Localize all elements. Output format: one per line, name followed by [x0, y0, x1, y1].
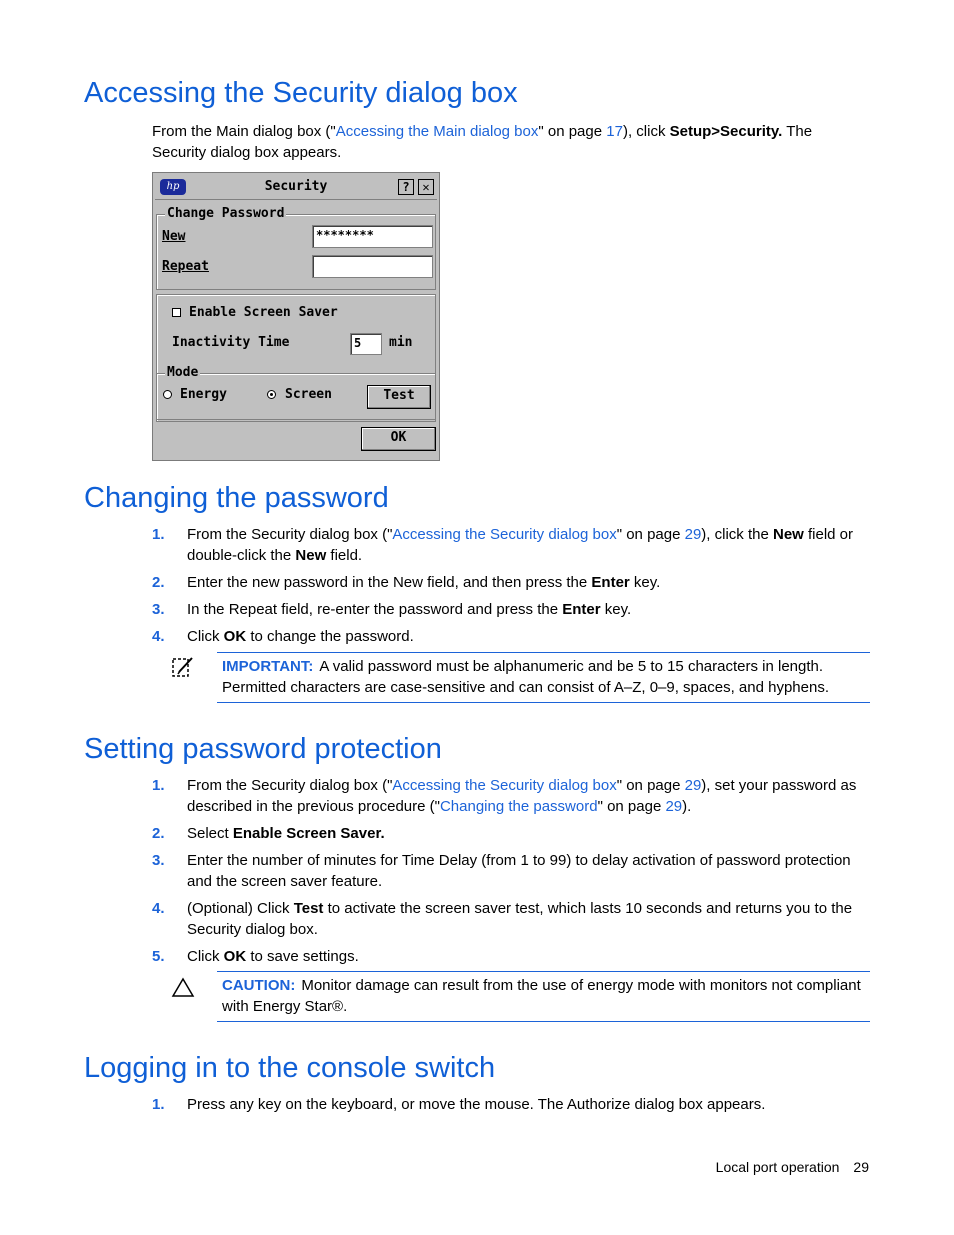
text: From the Main dialog box (" — [152, 123, 336, 140]
hp-logo: hp — [160, 179, 186, 195]
group-title: Change Password — [167, 206, 285, 221]
page-footer — [716, 1159, 869, 1175]
bold: Enable Screen Saver. — [232, 825, 385, 842]
text: " on page — [616, 526, 685, 543]
inactivity-unit: min — [389, 335, 413, 350]
note-label: IMPORTANT: — [222, 658, 314, 675]
text: to save settings. — [246, 948, 359, 965]
test-button[interactable]: Test — [367, 385, 431, 409]
list-item — [152, 572, 870, 593]
important-note — [217, 652, 870, 703]
bold: Test — [293, 900, 324, 917]
text: ). — [682, 798, 692, 815]
link-accessing-security-dialog[interactable]: Accessing the Security dialog box — [392, 526, 617, 543]
inactivity-time-label: Inactivity Time — [172, 335, 290, 350]
text: From the Security dialog box (" — [187, 526, 393, 543]
enable-screen-saver-label: Enable Screen Saver — [189, 305, 338, 320]
bold: New — [772, 526, 804, 543]
new-password-field[interactable]: ******** — [312, 225, 433, 248]
text: Select — [187, 825, 233, 842]
text: field or double-click the — [187, 526, 854, 564]
text: (Optional) Click — [187, 900, 294, 917]
link-accessing-main-dialog[interactable]: Accessing the Main dialog box — [335, 123, 539, 140]
link-changing-password[interactable]: Changing the password — [439, 798, 598, 815]
heading-setting-password-protection: Setting password protection — [84, 733, 442, 765]
changing-password-steps — [152, 524, 870, 653]
list-item — [152, 775, 870, 817]
text: Click — [187, 948, 224, 965]
list-item — [152, 850, 870, 892]
text: The Security dialog box appears. — [152, 123, 813, 161]
link-page-17[interactable]: 17 — [606, 123, 623, 140]
heading-accessing-security: Accessing the Security dialog box — [84, 77, 518, 109]
bold-setup-security: Setup>Security. — [669, 123, 783, 140]
new-label: New — [162, 229, 186, 244]
important-note-icon — [170, 655, 196, 679]
list-item — [152, 823, 870, 844]
list-item — [152, 946, 870, 967]
step-number: 3. — [152, 601, 165, 618]
caution-triangle-icon — [171, 976, 195, 998]
bold: Enter — [591, 574, 630, 591]
footer-section: Local port operation — [715, 1159, 840, 1175]
ok-button[interactable]: OK — [361, 427, 436, 451]
step-number: 4. — [152, 900, 165, 917]
bold: New — [295, 547, 327, 564]
text: " on page — [538, 123, 607, 140]
bold: OK — [223, 948, 247, 965]
dialog-title: Security — [264, 179, 328, 194]
step-number: 1. — [152, 526, 165, 543]
link-page-29[interactable]: 29 — [665, 798, 683, 815]
list-item — [152, 898, 870, 940]
close-icon[interactable]: ✕ — [418, 179, 434, 195]
intro-paragraph — [152, 121, 852, 163]
text: " on page — [597, 798, 666, 815]
text: ), click the — [701, 526, 773, 543]
list-item — [152, 524, 870, 566]
text: " on page — [616, 777, 685, 794]
energy-label: Energy — [180, 387, 227, 402]
group-title: Mode — [167, 365, 199, 380]
text: to activate the screen saver test, which lasts 10 seconds and returns you to the Security dialog box. — [187, 900, 853, 938]
text: to change the password. — [246, 628, 414, 645]
step-number: 5. — [152, 948, 165, 965]
step-number: 4. — [152, 628, 165, 645]
repeat-label: Repeat — [162, 259, 209, 274]
text: Press any key on the keyboard, or move the mouse. The Authorize dialog box appears. — [187, 1096, 766, 1113]
step-number: 3. — [152, 852, 165, 869]
note-label: CAUTION: — [222, 977, 296, 994]
logging-in-steps — [152, 1094, 870, 1121]
bold: OK — [223, 628, 247, 645]
bold: Enter — [562, 601, 601, 618]
screen-radio[interactable] — [267, 390, 276, 399]
text: Enter the number of minutes for Time Delay (from 1 to 99) to delay activation of password protection and the screen saver feature. — [187, 852, 851, 890]
list-item — [152, 1094, 870, 1115]
step-number: 2. — [152, 825, 165, 842]
text: From the Security dialog box (" — [187, 777, 393, 794]
security-dialog-screenshot — [152, 172, 440, 461]
text: Enter the new password in the New field, and then press the — [187, 574, 592, 591]
link-page-29[interactable]: 29 — [684, 777, 702, 794]
caution-note — [217, 971, 870, 1022]
help-icon[interactable]: ? — [398, 179, 414, 195]
dialog-titlebar — [155, 175, 437, 200]
note-text: A valid password must be alphanumeric and be 5 to 15 characters in length. Permitted characters are case-sensitive and can consist of A–Z, 0–9, spaces, and hyphens. — [222, 658, 829, 696]
screen-label: Screen — [285, 387, 332, 402]
page-number: 29 — [853, 1159, 869, 1175]
list-item — [152, 599, 870, 620]
step-number: 1. — [152, 777, 165, 794]
text: key. — [629, 574, 661, 591]
heading-logging-in: Logging in to the console switch — [84, 1052, 496, 1084]
text: ), set your password as described in the previous procedure (" — [187, 777, 857, 815]
link-page-29[interactable]: 29 — [684, 526, 702, 543]
list-item — [152, 626, 870, 647]
text: field. — [326, 547, 363, 564]
enable-screen-saver-checkbox[interactable] — [172, 308, 181, 317]
repeat-password-field[interactable] — [312, 255, 433, 278]
link-accessing-security-dialog[interactable]: Accessing the Security dialog box — [392, 777, 617, 794]
step-number: 1. — [152, 1096, 165, 1113]
text: ), click — [622, 123, 670, 140]
password-protection-steps — [152, 775, 870, 973]
note-text: Monitor damage can result from the use of energy mode with monitors not compliant with Energy Star®. — [222, 977, 861, 1015]
heading-changing-password: Changing the password — [84, 482, 389, 514]
text: key. — [600, 601, 632, 618]
energy-radio[interactable] — [163, 390, 172, 399]
text: In the Repeat field, re-enter the password and press the — [187, 601, 563, 618]
text: Click — [187, 628, 224, 645]
inactivity-time-field[interactable]: 5 — [350, 333, 382, 355]
step-number: 2. — [152, 574, 165, 591]
